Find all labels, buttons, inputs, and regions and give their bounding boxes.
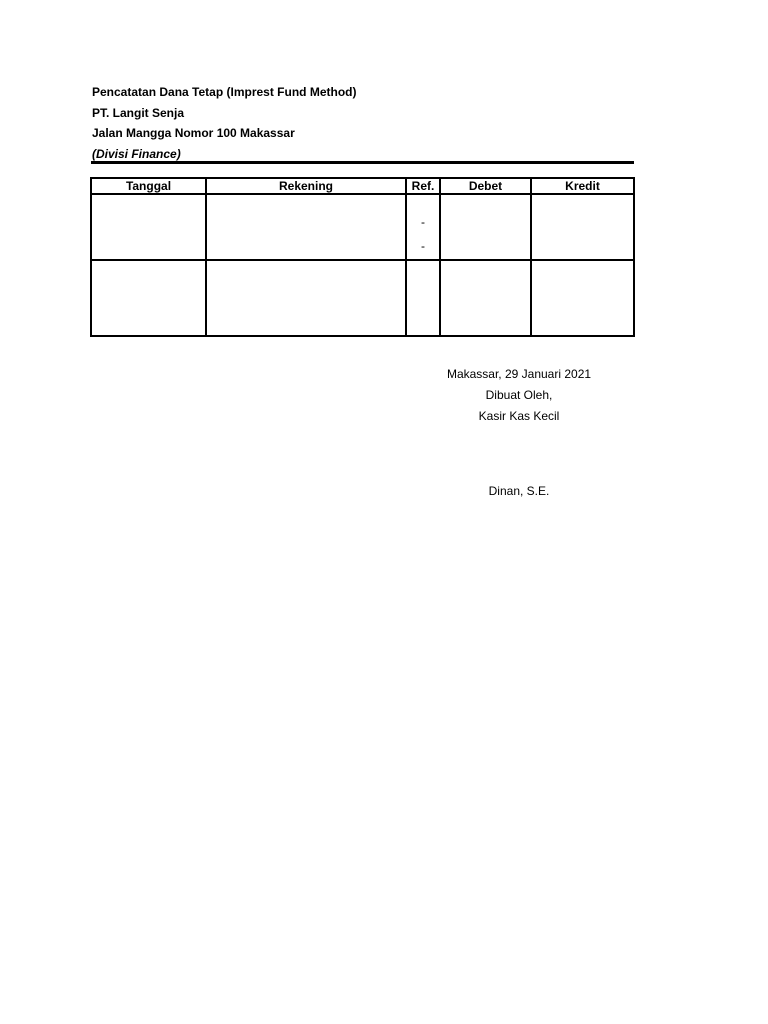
signature-position: Kasir Kas Kecil — [478, 409, 560, 423]
cell-rekening — [206, 260, 406, 336]
ref-mark: - — [421, 239, 425, 253]
company-address: Jalan Mangga Nomor 100 Makassar — [92, 126, 295, 140]
cell-ref — [406, 194, 440, 260]
column-header-kredit: Kredit — [531, 178, 634, 194]
ref-mark: - — [421, 215, 425, 229]
column-header-rekening: Rekening — [206, 178, 406, 194]
column-header-debet: Debet — [440, 178, 531, 194]
column-header-tanggal: Tanggal — [91, 178, 206, 194]
cell-debet — [440, 194, 531, 260]
cell-kredit — [531, 260, 634, 336]
document-title: Pencatatan Dana Tetap (Imprest Fund Method) — [92, 85, 357, 99]
signature-made-by: Dibuat Oleh, — [485, 388, 553, 402]
signature-name: Dinan, S.E. — [488, 484, 550, 498]
ledger-table — [90, 177, 635, 337]
table-header-row — [91, 178, 634, 194]
company-name: PT. Langit Senja — [92, 106, 185, 120]
signature-place-date: Makassar, 29 Januari 2021 — [446, 367, 592, 381]
cell-rekening — [206, 194, 406, 260]
table-row — [91, 194, 634, 260]
table-row — [91, 260, 634, 336]
cell-tanggal — [91, 194, 206, 260]
cell-debet — [440, 260, 531, 336]
division-label: (Divisi Finance) — [92, 147, 181, 161]
column-header-ref: Ref. — [406, 178, 440, 194]
cell-ref — [406, 260, 440, 336]
cell-tanggal — [91, 260, 206, 336]
cell-kredit — [531, 194, 634, 260]
header-rule — [91, 161, 634, 164]
